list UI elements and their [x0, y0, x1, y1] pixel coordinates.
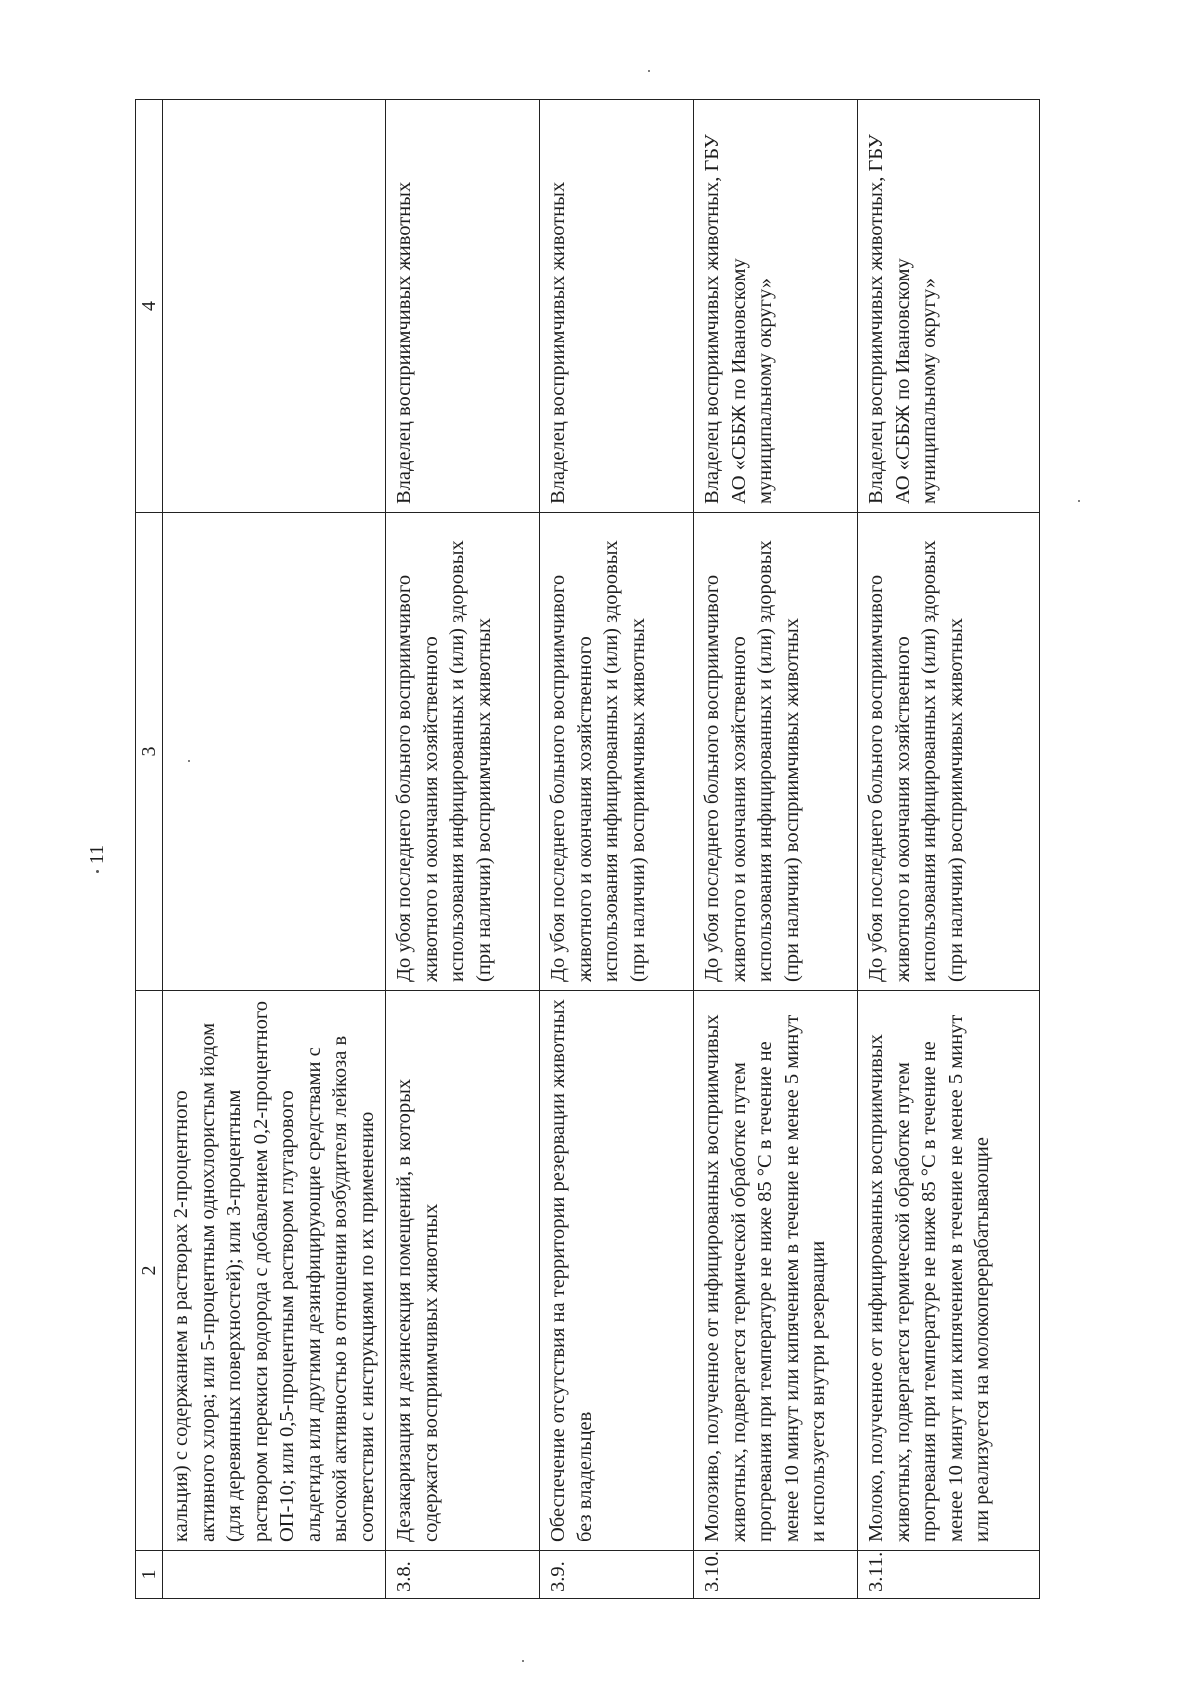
rotated-table-container [135, 99, 1040, 1599]
measure-cell: кальция) с содержанием в растворах 2-процентного активного хлора; или 5-процентным однохлористым йодом (для деревянных поверхностей); или 3-процентным раствором перекиси водорода с добавлением 0,2-процентного ОП-10; или 0,5-процентным раствором глутарового альдегида или другими дезинфицирующие средствами с высокой активностью в отношении возбудителя лейкоза в соответствии с инструкциями по их применению [163, 991, 386, 1551]
table-row [540, 100, 694, 1599]
row-number: 3.9. [540, 1551, 694, 1599]
responsible-cell: Владелец восприимчивых животных [540, 100, 694, 513]
measures-table [135, 99, 1040, 1599]
term-cell: До убоя последнего больного восприимчивого животного и окончания хозяйственного использования инфицированных и (или) здоровых (при наличии) восприимчивых животных [694, 513, 858, 991]
header-col-3: 3 [136, 513, 163, 991]
header-col-4: 4 [136, 100, 163, 513]
term-cell: До убоя последнего больного восприимчивого животного и окончания хозяйственного использования инфицированных и (или) здоровых (при наличии) восприимчивых животных [386, 513, 540, 991]
scan-speck [648, 70, 650, 72]
responsible-cell: Владелец восприимчивых животных [386, 100, 540, 513]
scan-speck [522, 1660, 524, 1662]
measure-cell: Молозиво, полученное от инфицированных восприимчивых животных, подвергается термической обработке путем прогревания при температуре не ниже 85 °С в течение не менее 10 минут или кипячением в течение не менее 5 минут и используется внутри резервации [694, 991, 858, 1551]
responsible-cell [163, 100, 386, 513]
row-number: 3.10. [694, 1551, 858, 1599]
header-col-2: 2 [136, 991, 163, 1551]
term-cell: До убоя последнего больного восприимчивого животного и окончания хозяйственного использования инфицированных и (или) здоровых (при наличии) восприимчивых животных [540, 513, 694, 991]
scan-speck [1078, 500, 1080, 502]
table-header-row [136, 100, 163, 1599]
responsible-cell: Владелец восприимчивых животных, ГБУ АО «СББЖ по Ивановскому муниципальному округу» [858, 100, 1040, 513]
header-col-1: 1 [136, 1551, 163, 1599]
responsible-cell: Владелец восприимчивых животных, ГБУ АО «СББЖ по Ивановскому муниципальному округу» [694, 100, 858, 513]
scan-speck [96, 870, 99, 873]
measure-cell: Дезакаризация и дезинсекция помещений, в которых содержатся восприимчивых животных [386, 991, 540, 1551]
term-cell [163, 513, 386, 991]
row-number: 3.8. [386, 1551, 540, 1599]
measure-cell: Молоко, полученное от инфицированных восприимчивых животных, подвергается термической обработке путем прогревания при температуре не ниже 85 °С в течение не менее 10 минут или кипячением в течение не менее 5 минут или реализуется на молокоперерабатывающие [858, 991, 1040, 1551]
term-cell: До убоя последнего больного восприимчивого животного и окончания хозяйственного использования инфицированных и (или) здоровых (при наличии) восприимчивых животных [858, 513, 1040, 991]
table-row [694, 100, 858, 1599]
table-row [163, 100, 386, 1599]
table-row [386, 100, 540, 1599]
measure-cell: Обеспечение отсутствия на территории резервации животных без владельцев [540, 991, 694, 1551]
row-number [163, 1551, 386, 1599]
table-row [858, 100, 1040, 1599]
page-number: 11 [86, 844, 109, 865]
row-number: 3.11. [858, 1551, 1040, 1599]
